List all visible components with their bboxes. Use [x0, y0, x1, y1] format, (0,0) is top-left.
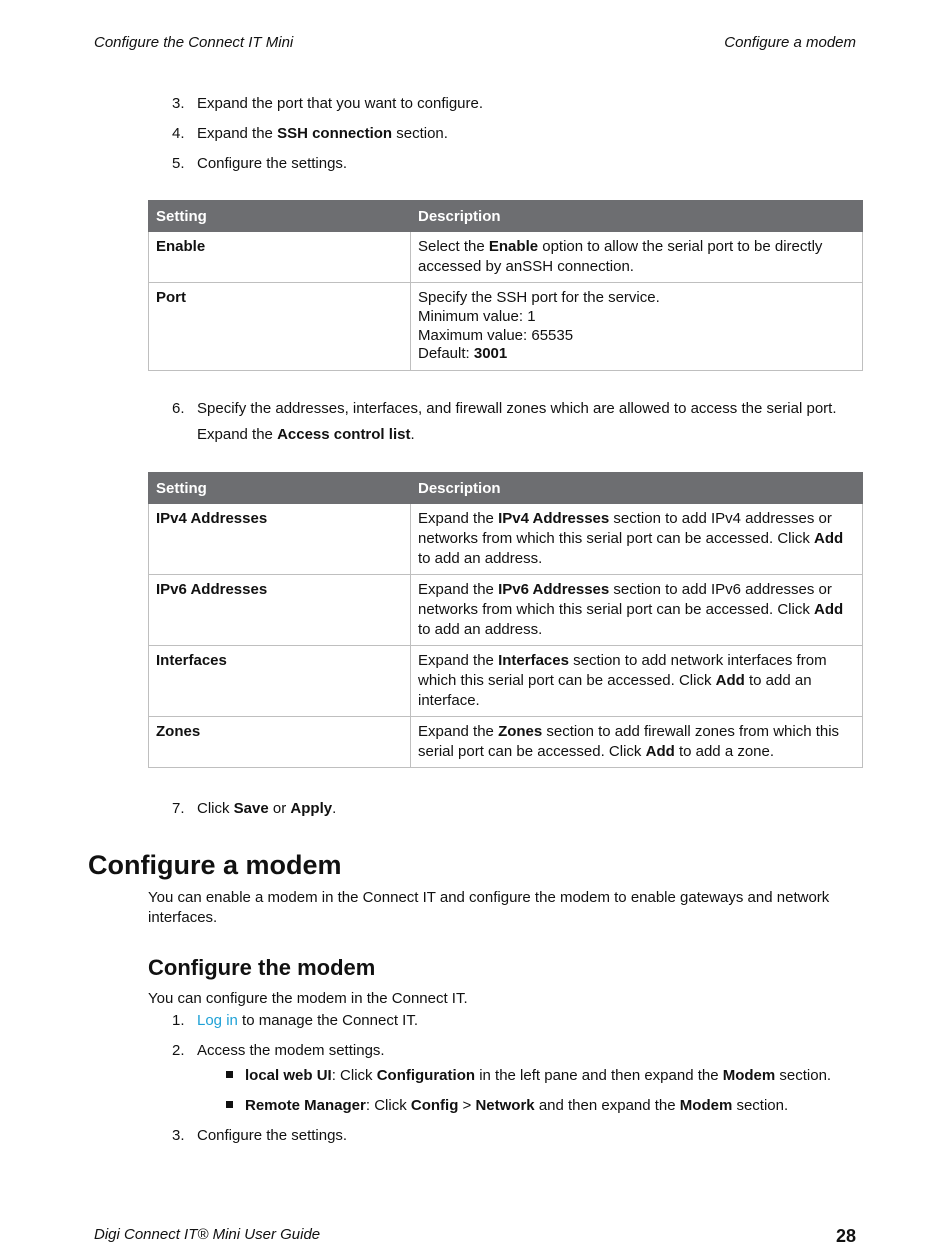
desc-text: Expand the — [418, 510, 499, 527]
square-bullet-icon — [226, 1101, 233, 1108]
table-row — [149, 283, 863, 371]
step-item — [172, 151, 862, 177]
step-text: Access the modem settings. — [197, 1042, 385, 1059]
page-number: 28 — [835, 1226, 856, 1246]
access-control-table — [148, 472, 863, 768]
setting-name: Zones — [149, 717, 411, 768]
ui-term: Modem — [722, 1067, 776, 1084]
ui-term: Configuration — [376, 1067, 476, 1084]
desc-text: to add an interface. — [418, 672, 812, 709]
setting-description — [411, 283, 863, 371]
setting-name: Enable — [149, 232, 411, 283]
square-bullet-icon — [226, 1071, 233, 1078]
step-item — [172, 396, 862, 448]
table-header-row — [149, 201, 863, 232]
table-header-description: Description — [411, 201, 863, 232]
step-text-part: section. — [392, 125, 448, 142]
desc-text: to add an address. — [418, 621, 543, 638]
step-number: 2. — [172, 1042, 185, 1059]
log-in-link[interactable]: Log in — [197, 1012, 238, 1029]
ui-term: Apply — [290, 800, 333, 817]
ui-term: Enable — [488, 238, 539, 255]
step-number: 5. — [172, 155, 185, 172]
ui-term: Network — [475, 1097, 535, 1114]
default-value: 3001 — [473, 345, 508, 362]
ui-term: Add — [715, 672, 745, 689]
desc-text: Select the — [418, 238, 489, 255]
ui-term: Add — [813, 601, 844, 618]
bullet-text: section. — [732, 1097, 789, 1114]
table-row — [149, 646, 863, 717]
step-text-part: to manage the Connect IT. — [237, 1012, 418, 1029]
desc-text: Expand the — [418, 652, 499, 669]
desc-text: to add a zone. — [674, 743, 775, 760]
table-header-setting: Setting — [149, 201, 411, 232]
bullet-text: in the left pane and then expand the — [475, 1067, 723, 1084]
setting-description — [411, 717, 863, 768]
subsection-intro: You can configure the modem in the Connect IT. — [148, 990, 468, 1007]
step-number: 6. — [172, 400, 185, 417]
bullet-text: section. — [775, 1067, 832, 1084]
ui-term: SSH connection — [277, 125, 393, 142]
setting-name: IPv6 Addresses — [149, 575, 411, 646]
desc-line — [418, 345, 855, 363]
ui-term: local web UI — [245, 1067, 332, 1084]
step-item — [172, 121, 862, 147]
setting-description — [411, 504, 863, 575]
step-item — [172, 796, 862, 822]
step-number: 7. — [172, 800, 185, 817]
footer-title: Digi Connect IT® Mini User Guide — [94, 1226, 321, 1243]
ui-term: IPv6 Addresses — [498, 581, 610, 598]
step-text — [197, 800, 336, 817]
ui-term: Add — [645, 743, 675, 760]
setting-description — [411, 646, 863, 717]
step-number: 1. — [172, 1012, 185, 1029]
running-header-right: Configure a modem — [724, 34, 856, 51]
subsection-heading: Configure the modem — [148, 955, 376, 980]
desc-line: Maximum value: 65535 — [418, 327, 574, 344]
bullet-text: > — [458, 1097, 476, 1114]
step-text — [197, 1012, 418, 1029]
list-item — [226, 1095, 876, 1117]
desc-text: section to add network interfaces from which this serial port can be accessed. Click — [418, 652, 827, 689]
table-row — [149, 717, 863, 768]
step-text-part: . — [410, 426, 415, 443]
ssh-settings-table — [148, 200, 863, 371]
ui-term: Save — [233, 800, 269, 817]
table-header-row — [149, 473, 863, 504]
list-item — [226, 1065, 876, 1087]
step-text-part: Specify the addresses, interfaces, and firewall zones which are allowed to access the serial port. Expand the — [197, 400, 837, 443]
desc-text: section to add IPv4 addresses or networks from which this serial port can be accessed. Click — [418, 510, 832, 547]
ui-term: Zones — [498, 723, 543, 740]
step-number: 3. — [172, 95, 185, 112]
running-header-left: Configure the Connect IT Mini — [94, 34, 294, 51]
section-intro: You can enable a modem in the Connect IT and configure the modem to enable gateways and network interfaces. — [148, 889, 830, 926]
desc-text: Expand the — [418, 723, 499, 740]
section-heading: Configure a modem — [88, 850, 342, 880]
setting-description — [411, 575, 863, 646]
desc-text: Expand the — [418, 581, 499, 598]
ui-term: Add — [813, 530, 844, 547]
step-text: Configure the settings. — [197, 1127, 348, 1144]
desc-line: Specify the SSH port for the service. — [418, 289, 660, 306]
desc-line: Minimum value: 1 — [418, 308, 536, 325]
table-header-description: Description — [411, 473, 863, 504]
setting-description — [411, 232, 863, 283]
setting-name: Interfaces — [149, 646, 411, 717]
desc-text: to add an address. — [418, 550, 543, 567]
ui-term: Access control list — [277, 426, 411, 443]
step-text-part: . — [332, 800, 337, 817]
setting-name: IPv4 Addresses — [149, 504, 411, 575]
step-number: 4. — [172, 125, 185, 142]
ui-term: IPv4 Addresses — [498, 510, 610, 527]
bullet-text: : Click — [365, 1097, 411, 1114]
step-item — [172, 1123, 862, 1149]
step-number: 3. — [172, 1127, 185, 1144]
table-row — [149, 575, 863, 646]
step-text-part: Expand the — [197, 125, 278, 142]
table-header-setting: Setting — [149, 473, 411, 504]
bullet-text: : Click — [331, 1067, 377, 1084]
step-item — [172, 91, 862, 117]
ui-term: Config — [410, 1097, 459, 1114]
step-text-part: Click — [197, 800, 234, 817]
step-text — [197, 125, 448, 142]
desc-text: option to allow the serial port to be directly accessed by anSSH connection. — [418, 238, 823, 275]
step-item — [172, 1038, 862, 1064]
step-text — [197, 396, 862, 448]
step-text: Configure the settings. — [197, 155, 348, 172]
setting-name: Port — [149, 283, 411, 371]
default-label: Default: — [418, 345, 474, 362]
ui-term: Interfaces — [498, 652, 569, 669]
desc-text: section to add IPv6 addresses or networks from which this serial port can be accessed. Click — [418, 581, 832, 618]
table-row — [149, 504, 863, 575]
ui-term: Modem — [679, 1097, 733, 1114]
step-text-part: or — [268, 800, 291, 817]
desc-text: section to add firewall zones from which this serial port can be accessed. Click — [418, 723, 840, 760]
step-text: Expand the port that you want to configure. — [197, 95, 484, 112]
step-item — [172, 1008, 862, 1034]
bullet-text: and then expand the — [534, 1097, 680, 1114]
table-row — [149, 232, 863, 283]
ui-term: Remote Manager — [245, 1097, 366, 1114]
